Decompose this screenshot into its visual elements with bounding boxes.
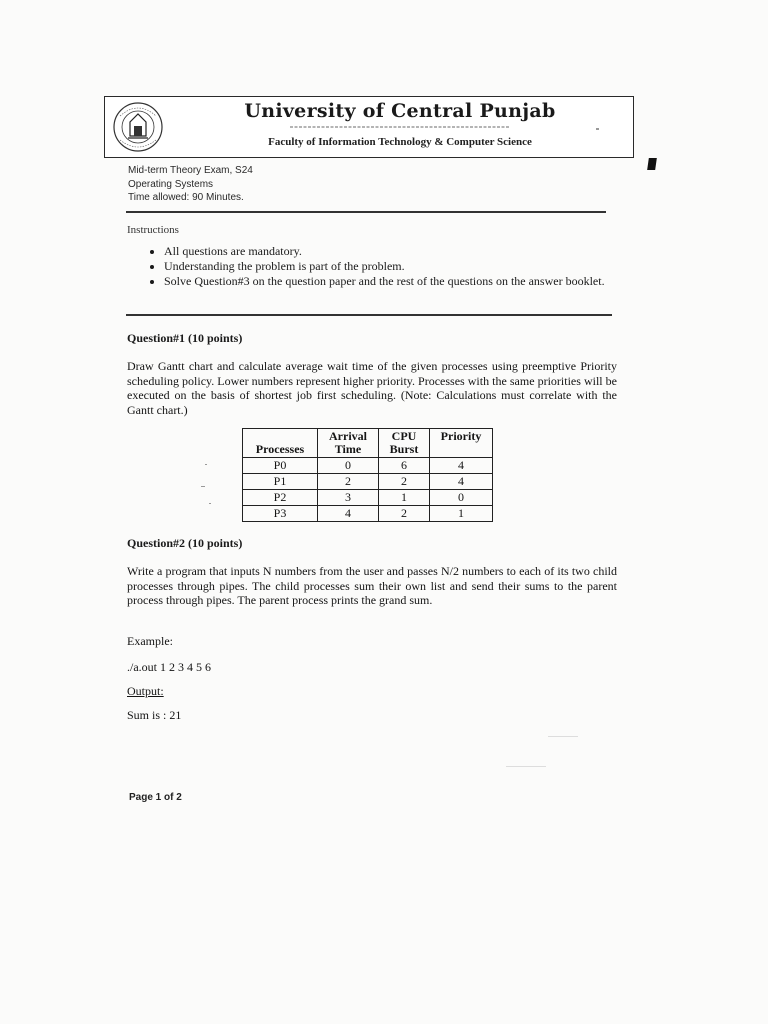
table-row	[243, 474, 493, 490]
cell-process: P2	[243, 490, 318, 506]
table-row	[243, 490, 493, 506]
list-item: • All questions are mandatory.	[164, 244, 634, 259]
university-logo	[110, 100, 166, 154]
cell-priority: 4	[430, 458, 493, 474]
scan-mark	[647, 158, 657, 170]
time-allowed: Time allowed: 90 Minutes.	[128, 192, 244, 203]
exam-title: Mid-term Theory Exam, S24	[128, 165, 253, 176]
example-command: ./a.out 1 2 3 4 5 6	[127, 660, 211, 674]
course-name: Operating Systems	[128, 178, 214, 190]
cell-arrival: 0	[318, 458, 379, 474]
header-cpu-burst: CPU Burst	[379, 429, 430, 458]
table-header-row	[243, 429, 493, 458]
university-subline-scribble	[200, 124, 600, 130]
cell-priority: 4	[430, 474, 493, 490]
university-name: University of Central Punjab	[244, 100, 556, 122]
cell-process: P1	[243, 474, 318, 490]
instructions-heading: Instructions	[127, 224, 179, 236]
scan-speck	[596, 128, 599, 130]
table-row	[243, 458, 493, 474]
list-item: • Understanding the problem is part of the problem.	[164, 259, 634, 274]
divider	[126, 211, 606, 213]
faculty-name: Faculty of Information Technology & Computer Science	[268, 136, 532, 148]
output-label: Output:	[127, 684, 164, 698]
cell-priority: 1	[430, 506, 493, 522]
cell-burst: 2	[379, 474, 430, 490]
exam-info	[128, 164, 253, 205]
scan-speck	[506, 766, 546, 767]
instructions-list	[140, 244, 634, 289]
header-arrival-time: Arrival Time	[318, 429, 379, 458]
cell-burst: 6	[379, 458, 430, 474]
cell-arrival: 4	[318, 506, 379, 522]
cell-process: P3	[243, 506, 318, 522]
example-label: Example:	[127, 634, 173, 648]
question-1-heading: Question#1 (10 points)	[127, 331, 243, 345]
page-number: Page 1 of 2	[129, 792, 182, 803]
cell-process: P0	[243, 458, 318, 474]
cell-priority: 0	[430, 490, 493, 506]
scan-speck	[548, 736, 578, 737]
scan-speck	[201, 486, 205, 487]
question-2-text: Write a program that inputs N numbers from the user and passes N/2 numbers to each of its two child processes through pipes. The child processes sum their own list and send their sums to the parent process through pipes. The parent process prints the grand sum.	[127, 564, 617, 607]
list-item: • Solve Question#3 on the question paper and the rest of the questions on the answer booklet.	[164, 274, 634, 289]
scan-speck	[209, 503, 211, 504]
cell-burst: 2	[379, 506, 430, 522]
cell-arrival: 2	[318, 474, 379, 490]
question-2-heading: Question#2 (10 points)	[127, 536, 243, 550]
process-table	[242, 428, 493, 522]
question-1-text: Draw Gantt chart and calculate average wait time of the given processes using preemptive Priority scheduling policy. Lower numbers represent higher priority. Processes with the same priorities will be executed on the basis of shortest job first scheduling. (Note: Calculations must correlate with the Gantt chart.)	[127, 359, 617, 417]
table-row	[243, 506, 493, 522]
scan-speck	[205, 464, 207, 465]
header-processes: Processes	[243, 429, 318, 458]
output-value: Sum is : 21	[127, 708, 182, 722]
divider	[126, 314, 612, 316]
cell-burst: 1	[379, 490, 430, 506]
cell-arrival: 3	[318, 490, 379, 506]
header-priority: Priority	[430, 429, 493, 458]
